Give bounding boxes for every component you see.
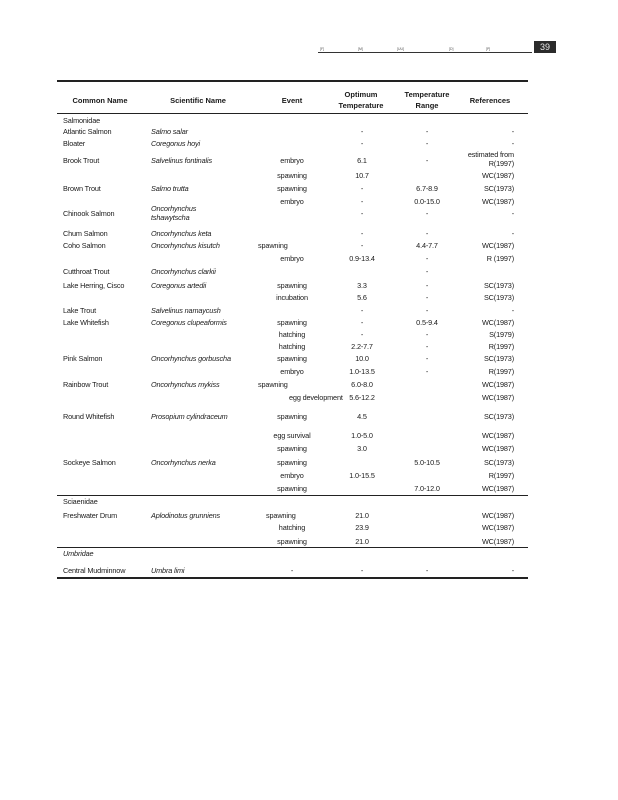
cell-references: WC(1987) — [481, 511, 514, 520]
cell-scientific-name: Oncorhynchus nerka — [151, 458, 216, 467]
cell-scientific-name: Aplodinotus grunniens — [151, 511, 221, 520]
cell-optimum-temperature: 10.0 — [355, 354, 369, 363]
cell-temperature-range: - — [425, 209, 429, 218]
cell-optimum-temperature: - — [360, 184, 364, 193]
cell-temperature-range: - — [425, 566, 429, 575]
family-divider-rule — [57, 547, 528, 548]
table-bottom-rule — [57, 577, 528, 579]
page-number: 39 — [534, 41, 556, 53]
cell-optimum-temperature: - — [360, 229, 364, 238]
cell-event: spawning — [258, 380, 288, 389]
cell-event: spawning — [277, 318, 307, 327]
cell-temperature-range: 5.0-10.5 — [414, 458, 440, 467]
cell-references: SC(1973) — [483, 281, 514, 290]
cell-references: WC(1987) — [481, 393, 514, 402]
cell-temperature-range: - — [425, 156, 429, 165]
cell-optimum-temperature: 21.0 — [355, 537, 369, 546]
cell-event: - — [290, 566, 294, 575]
cell-event: spawning — [277, 458, 307, 467]
cell-references: WC(1987) — [481, 431, 514, 440]
cell-references: SC(1973) — [483, 354, 514, 363]
cell-optimum-temperature: 1.0-13.5 — [349, 367, 375, 376]
cell-optimum-temperature: - — [360, 318, 364, 327]
cell-references: WC(1987) — [481, 484, 514, 493]
cell-scientific-name: Oncorhynchus mykiss — [151, 380, 220, 389]
cell-references: - — [511, 566, 514, 575]
cell-temperature-range: 4.4-7.7 — [416, 241, 438, 250]
cell-event: hatching — [278, 523, 306, 532]
cell-scientific-name: Salvelinus fontinalis — [151, 156, 212, 165]
cell-scientific-name: Coregonus clupeaformis — [151, 318, 227, 327]
cell-common-name: Rainbow Trout — [63, 380, 109, 389]
cell-common-name: Sockeye Salmon — [63, 458, 116, 467]
cell-optimum-temperature: 5.6-12.2 — [349, 393, 375, 402]
cell-event: spawning — [258, 241, 288, 250]
cell-event: spawning — [277, 444, 307, 453]
cell-common-name: Cutthroat Trout — [63, 267, 110, 276]
header-event: Event — [281, 96, 303, 105]
table-header-rule — [57, 113, 528, 114]
cell-optimum-temperature: 23.9 — [355, 523, 369, 532]
cell-optimum-temperature: 6.0-8.0 — [351, 380, 373, 389]
cell-common-name: Lake Whitefish — [63, 318, 109, 327]
cell-references: WC(1987) — [481, 171, 514, 180]
header-scientific-name: Scientific Name — [170, 96, 226, 105]
cell-scientific-name: Salmo trutta — [151, 184, 189, 193]
cell-references: WC(1987) — [481, 380, 514, 389]
cell-references: SC(1973) — [483, 293, 514, 302]
cell-optimum-temperature: 5.6 — [357, 293, 367, 302]
cell-temperature-range: 0.0-15.0 — [414, 197, 440, 206]
cell-event: embryo — [280, 197, 304, 206]
cell-references: S(1979) — [489, 330, 514, 339]
cell-references: WC(1987) — [481, 241, 514, 250]
cell-temperature-range: - — [425, 330, 429, 339]
cell-scientific-name: Salmo salar — [151, 127, 188, 136]
cell-scientific-name: Oncorhynchus keta — [151, 229, 212, 238]
cell-references: WC(1987) — [481, 537, 514, 546]
cell-common-name: Round Whitefish — [63, 412, 115, 421]
cell-optimum-temperature: - — [360, 306, 364, 315]
cell-references: - — [511, 139, 514, 148]
cell-references: WC(1987) — [481, 523, 514, 532]
cell-references: - — [511, 229, 514, 238]
cell-scientific-name: Coregonus artedii — [151, 281, 207, 290]
cell-temperature-range: - — [425, 267, 429, 276]
cell-optimum-temperature: 2.2-7.7 — [351, 342, 373, 351]
cell-optimum-temperature: - — [360, 566, 364, 575]
cell-common-name: Brown Trout — [63, 184, 101, 193]
family-label: Sciaenidae — [63, 497, 98, 506]
cell-temperature-range: - — [425, 254, 429, 263]
header-rule — [318, 52, 532, 53]
cell-optimum-temperature: - — [360, 330, 364, 339]
cell-scientific-name: Umbra limi — [151, 566, 185, 575]
cell-temperature-range: - — [425, 306, 429, 315]
cell-optimum-temperature: 0.9-13.4 — [349, 254, 375, 263]
cell-references: R(1997) — [488, 367, 514, 376]
cell-references: WC(1987) — [481, 444, 514, 453]
cell-event: spawning — [277, 412, 307, 421]
cell-optimum-temperature: - — [360, 241, 364, 250]
cell-event: embryo — [280, 254, 304, 263]
cell-references: R(1997) — [488, 342, 514, 351]
cell-scientific-name: Oncorhynchus tshawytscha — [151, 204, 197, 222]
cell-event: embryo — [280, 156, 304, 165]
cell-optimum-temperature: 3.0 — [357, 444, 367, 453]
cell-event: spawning — [277, 484, 307, 493]
cell-common-name: Atlantic Salmon — [63, 127, 112, 136]
cell-event: spawning — [277, 184, 307, 193]
cell-event: spawning — [277, 537, 307, 546]
cell-temperature-range: - — [425, 367, 429, 376]
running-header-item: [P] — [486, 47, 491, 51]
cell-common-name: Central Mudminnow — [63, 566, 126, 575]
header-references: References — [469, 96, 511, 105]
cell-event: hatching — [278, 342, 306, 351]
cell-event: incubation — [276, 293, 308, 302]
cell-references: WC(1987) — [481, 197, 514, 206]
cell-references: - — [511, 127, 514, 136]
table-top-rule — [57, 80, 528, 82]
cell-temperature-range: - — [425, 354, 429, 363]
running-header-item: [UU] — [397, 47, 404, 51]
cell-temperature-range: - — [425, 229, 429, 238]
cell-event: embryo — [280, 367, 304, 376]
cell-optimum-temperature: - — [360, 139, 364, 148]
cell-event: spawning — [277, 281, 307, 290]
cell-temperature-range: - — [425, 127, 429, 136]
family-label: Umbridae — [63, 549, 94, 558]
family-divider-rule — [57, 495, 528, 496]
cell-references: SC(1973) — [483, 412, 514, 421]
running-header-item: [F] — [320, 47, 325, 51]
cell-scientific-name: Coregonus hoyi — [151, 139, 201, 148]
cell-event: spawning — [277, 354, 307, 363]
running-header-item: [M] — [358, 47, 363, 51]
cell-references: - — [511, 209, 514, 218]
cell-common-name: Lake Herring, Cisco — [63, 281, 125, 290]
cell-references: R (1997) — [486, 254, 514, 263]
cell-common-name: Pink Salmon — [63, 354, 103, 363]
cell-event: spawning — [266, 511, 296, 520]
cell-optimum-temperature: 21.0 — [355, 511, 369, 520]
cell-scientific-name: Oncorhynchus kisutch — [151, 241, 220, 250]
cell-references: R(1997) — [488, 471, 514, 480]
cell-temperature-range: 0.5-9.4 — [416, 318, 438, 327]
cell-event: hatching — [278, 330, 306, 339]
cell-optimum-temperature: 4.5 — [357, 412, 367, 421]
cell-temperature-range: - — [425, 139, 429, 148]
cell-optimum-temperature: - — [360, 209, 364, 218]
running-header-item: [D] — [449, 47, 454, 51]
cell-references: - — [511, 306, 514, 315]
header-common-name: Common Name — [72, 96, 128, 105]
cell-event: spawning — [277, 171, 307, 180]
cell-temperature-range: - — [425, 342, 429, 351]
family-label: Salmonidae — [63, 116, 101, 125]
cell-common-name: Brook Trout — [63, 156, 100, 165]
cell-optimum-temperature: 10.7 — [355, 171, 369, 180]
cell-event: egg development — [289, 393, 343, 402]
cell-common-name: Lake Trout — [63, 306, 96, 315]
cell-scientific-name: Oncorhynchus gorbuscha — [151, 354, 231, 363]
cell-scientific-name: Salvelinus namaycush — [151, 306, 221, 315]
header-temperature-range: Temperature Range — [404, 90, 450, 110]
cell-common-name: Coho Salmon — [63, 241, 106, 250]
cell-references: SC(1973) — [483, 184, 514, 193]
cell-common-name: Chum Salmon — [63, 229, 108, 238]
cell-temperature-range: - — [425, 281, 429, 290]
cell-temperature-range: 6.7-8.9 — [416, 184, 438, 193]
cell-references: estimated from R(1997) — [467, 150, 514, 168]
cell-optimum-temperature: 3.3 — [357, 281, 367, 290]
cell-scientific-name: Prosopium cylindraceum — [151, 412, 228, 421]
cell-optimum-temperature: - — [360, 197, 364, 206]
cell-common-name: Bloater — [63, 139, 86, 148]
cell-optimum-temperature: - — [360, 127, 364, 136]
cell-optimum-temperature: 6.1 — [357, 156, 367, 165]
cell-references: WC(1987) — [481, 318, 514, 327]
cell-event: egg survival — [273, 431, 311, 440]
cell-references: SC(1973) — [483, 458, 514, 467]
cell-common-name: Chinook Salmon — [63, 209, 115, 218]
cell-optimum-temperature: 1.0-5.0 — [351, 431, 373, 440]
cell-event: embryo — [280, 471, 304, 480]
cell-temperature-range: - — [425, 293, 429, 302]
cell-temperature-range: 7.0-12.0 — [414, 484, 440, 493]
cell-optimum-temperature: 1.0-15.5 — [349, 471, 375, 480]
header-optimum-temperature: Optimum Temperature — [338, 90, 384, 110]
cell-common-name: Freshwater Drum — [63, 511, 118, 520]
cell-scientific-name: Oncorhynchus clarkii — [151, 267, 216, 276]
